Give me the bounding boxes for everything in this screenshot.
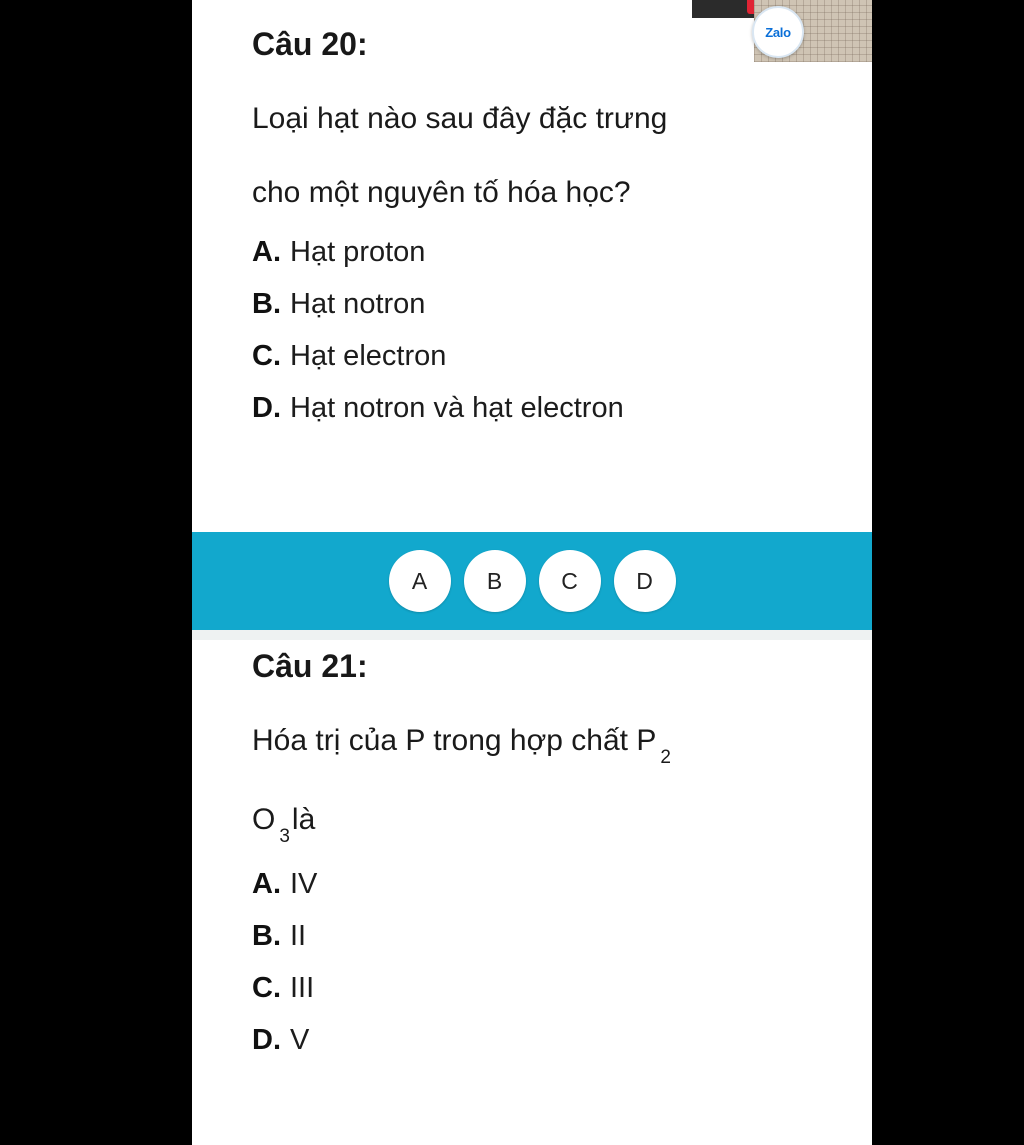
answer-letter: C.: [252, 972, 281, 1004]
question-number-20: Câu 20:: [252, 26, 368, 62]
answer-letter: A.: [252, 868, 281, 900]
question-stem-21-line2: [252, 803, 812, 847]
question-stem-21-line1: [252, 724, 812, 768]
answer-letter: A.: [252, 236, 281, 268]
question-stem-21-line2-main: O: [252, 803, 276, 836]
question-stem-21-line2-subscript: 3: [279, 826, 290, 847]
question-stem-21-line1-main: Hóa trị của P trong hợp chất P: [252, 724, 657, 757]
quick-answer-c[interactable]: C: [539, 550, 601, 612]
zalo-icon[interactable]: Zalo: [752, 6, 804, 58]
question-stem-21-line1-subscript: 2: [660, 747, 671, 768]
answer-text: Hạt electron: [290, 340, 447, 372]
question-stem-21-line2-tail: là: [291, 803, 316, 836]
answer-list-21: [252, 870, 812, 1055]
answer-letter: C.: [252, 340, 281, 372]
question-block-21: [192, 640, 872, 1145]
answer-letter: D.: [252, 1024, 281, 1056]
answer-text: III: [290, 972, 315, 1004]
answer-letter: D.: [252, 392, 281, 424]
quick-answer-bar: [192, 532, 872, 630]
answer-option-a-20[interactable]: [252, 238, 812, 267]
answer-text: IV: [290, 868, 318, 900]
answer-text: Hạt proton: [290, 236, 426, 268]
answer-text: Hạt notron và hạt electron: [290, 392, 624, 424]
answer-option-b-20[interactable]: [252, 290, 812, 319]
question-stem-20-line2: cho một nguyên tố hóa học?: [252, 176, 631, 209]
answer-letter: B.: [252, 920, 281, 952]
answer-option-a-21[interactable]: [252, 870, 812, 899]
answer-option-c-21[interactable]: [252, 974, 812, 1003]
quick-answer-b[interactable]: B: [464, 550, 526, 612]
quick-answer-a[interactable]: A: [389, 550, 451, 612]
answer-option-d-21[interactable]: [252, 1026, 812, 1055]
question-block-20: [192, 18, 872, 532]
answer-text: II: [290, 920, 307, 952]
section-divider: [192, 630, 872, 640]
quick-answer-d[interactable]: D: [614, 550, 676, 612]
answer-text: Hạt notron: [290, 288, 426, 320]
answer-option-b-21[interactable]: [252, 922, 812, 951]
answer-option-d-20[interactable]: [252, 394, 812, 423]
answer-option-c-20[interactable]: [252, 342, 812, 371]
question-number-21: Câu 21:: [252, 648, 368, 684]
answer-letter: B.: [252, 288, 281, 320]
answer-list-20: [252, 238, 812, 423]
answer-text: V: [290, 1024, 310, 1056]
question-stem-20-line1: Loại hạt nào sau đây đặc trưng: [252, 102, 668, 135]
